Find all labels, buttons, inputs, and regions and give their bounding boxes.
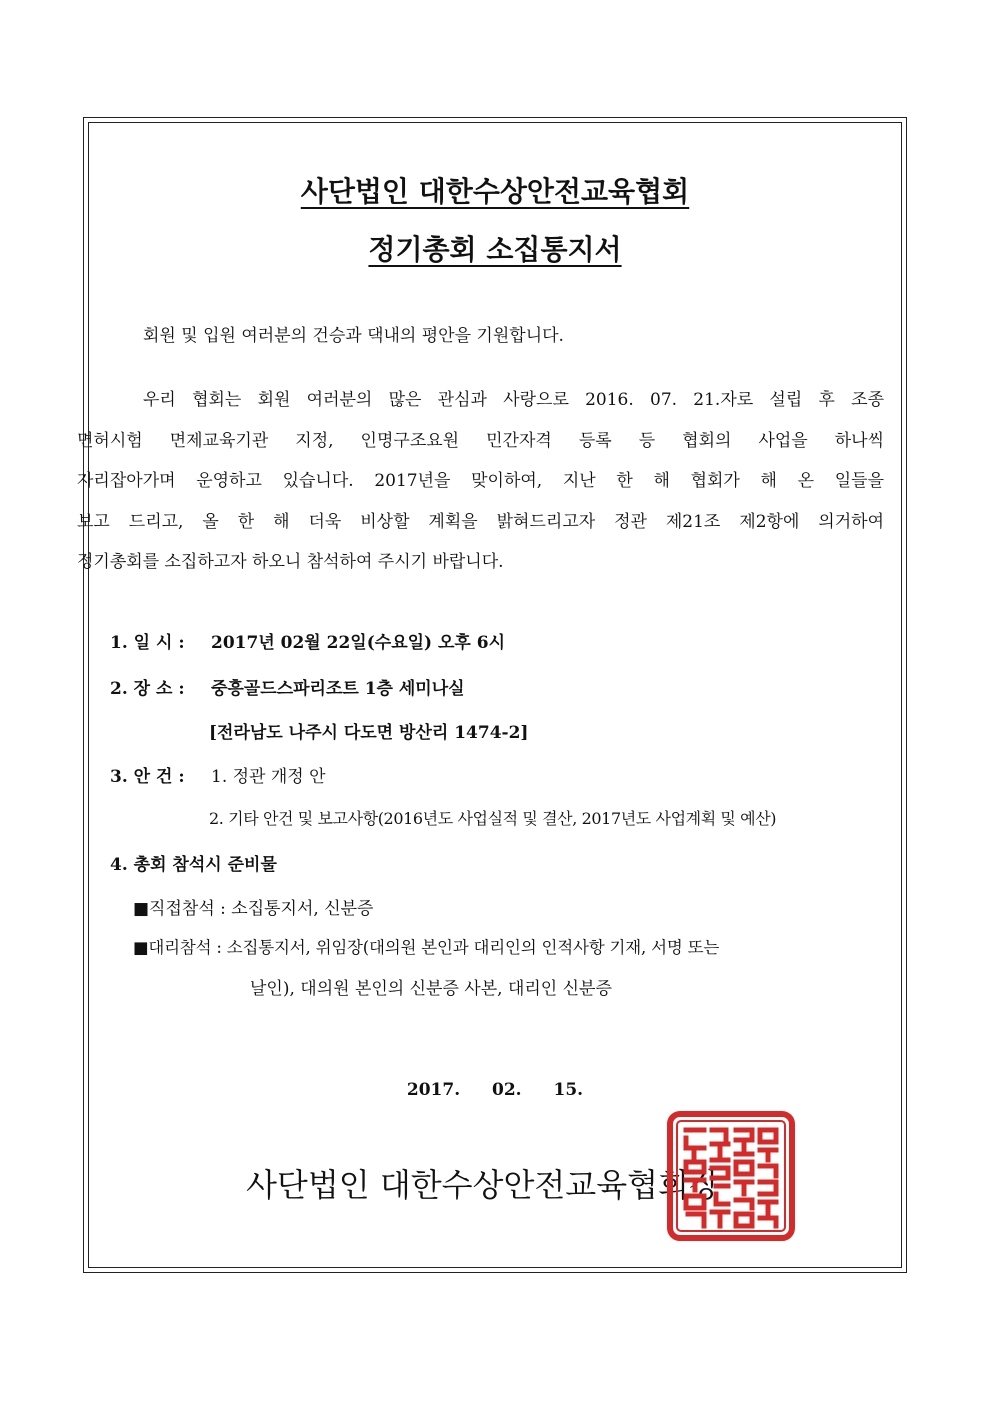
item-place-label: 2. 장 소 : bbox=[110, 679, 185, 699]
item-prep-label: 4. 총회 참석시 준비물 bbox=[110, 855, 277, 875]
greeting-paragraph: 회원 및 입원 여러분의 건승과 댁내의 평안을 기원합니다. bbox=[143, 326, 564, 346]
body-line: 면허시험 면제교육기관 지정, 인명구조요원 민간자격 등록 등 협회의 사업을 하나씩 bbox=[77, 430, 884, 451]
document-subtitle bbox=[88, 228, 902, 268]
prep-direct: ■직접참석 : 소집통지서, 신분증 bbox=[133, 899, 374, 919]
official-seal-stamp bbox=[666, 1110, 796, 1242]
prep-proxy-line2: 날인), 대의원 본인의 신분증 사본, 대리인 신분증 bbox=[250, 979, 612, 999]
item-date-value: 2017년 02월 22일(수요일) 오후 6시 bbox=[211, 633, 506, 653]
body-line: 보고 드리고, 올 한 해 더욱 비상할 계획을 밝혀드리고자 정관 제21조 제2항에 의거하여 bbox=[77, 511, 884, 532]
body-paragraph bbox=[77, 380, 884, 583]
title-organization: 사단법인 대한수상안전교육협회 bbox=[300, 175, 690, 208]
item-place-value: 중흥골드스파리조트 1층 세미나실 bbox=[211, 679, 465, 699]
body-line: 우리 협회는 회원 여러분의 많은 관심과 사랑으로 2016. 07. 21.자로 설립 후 조종 bbox=[143, 390, 884, 410]
item-agenda-label: 3. 안 건 : bbox=[110, 767, 185, 787]
signature-line: 사단법인 대한수상안전교육협회장 bbox=[246, 1166, 720, 1204]
item-place-address: [전라남도 나주시 다도면 방산리 1474-2] bbox=[209, 723, 529, 743]
item-date-label: 1. 일 시 : bbox=[110, 633, 185, 653]
agenda-item-2: 2. 기타 안건 및 보고사항(2016년도 사업실적 및 결산, 2017년도 사업계획 및 예산) bbox=[209, 809, 777, 828]
agenda-item-1: 1. 정관 개정 안 bbox=[211, 767, 326, 787]
issue-date: 2017. 02. 15. bbox=[406, 1080, 584, 1100]
body-line: 정기총회를 소집하고자 하오니 참석하여 주시기 바랍니다. bbox=[77, 552, 504, 572]
prep-proxy-line1: ■대리참석 : 소집통지서, 위임장(대의원 본인과 대리인의 인적사항 기재, 서명 또는 bbox=[133, 938, 720, 957]
document-title bbox=[88, 170, 902, 210]
body-line: 자리잡아가며 운영하고 있습니다. 2017년을 맞이하여, 지난 한 해 협회가 해 온 일들을 bbox=[77, 471, 884, 491]
title-notice: 정기총회 소집통지서 bbox=[368, 233, 622, 266]
